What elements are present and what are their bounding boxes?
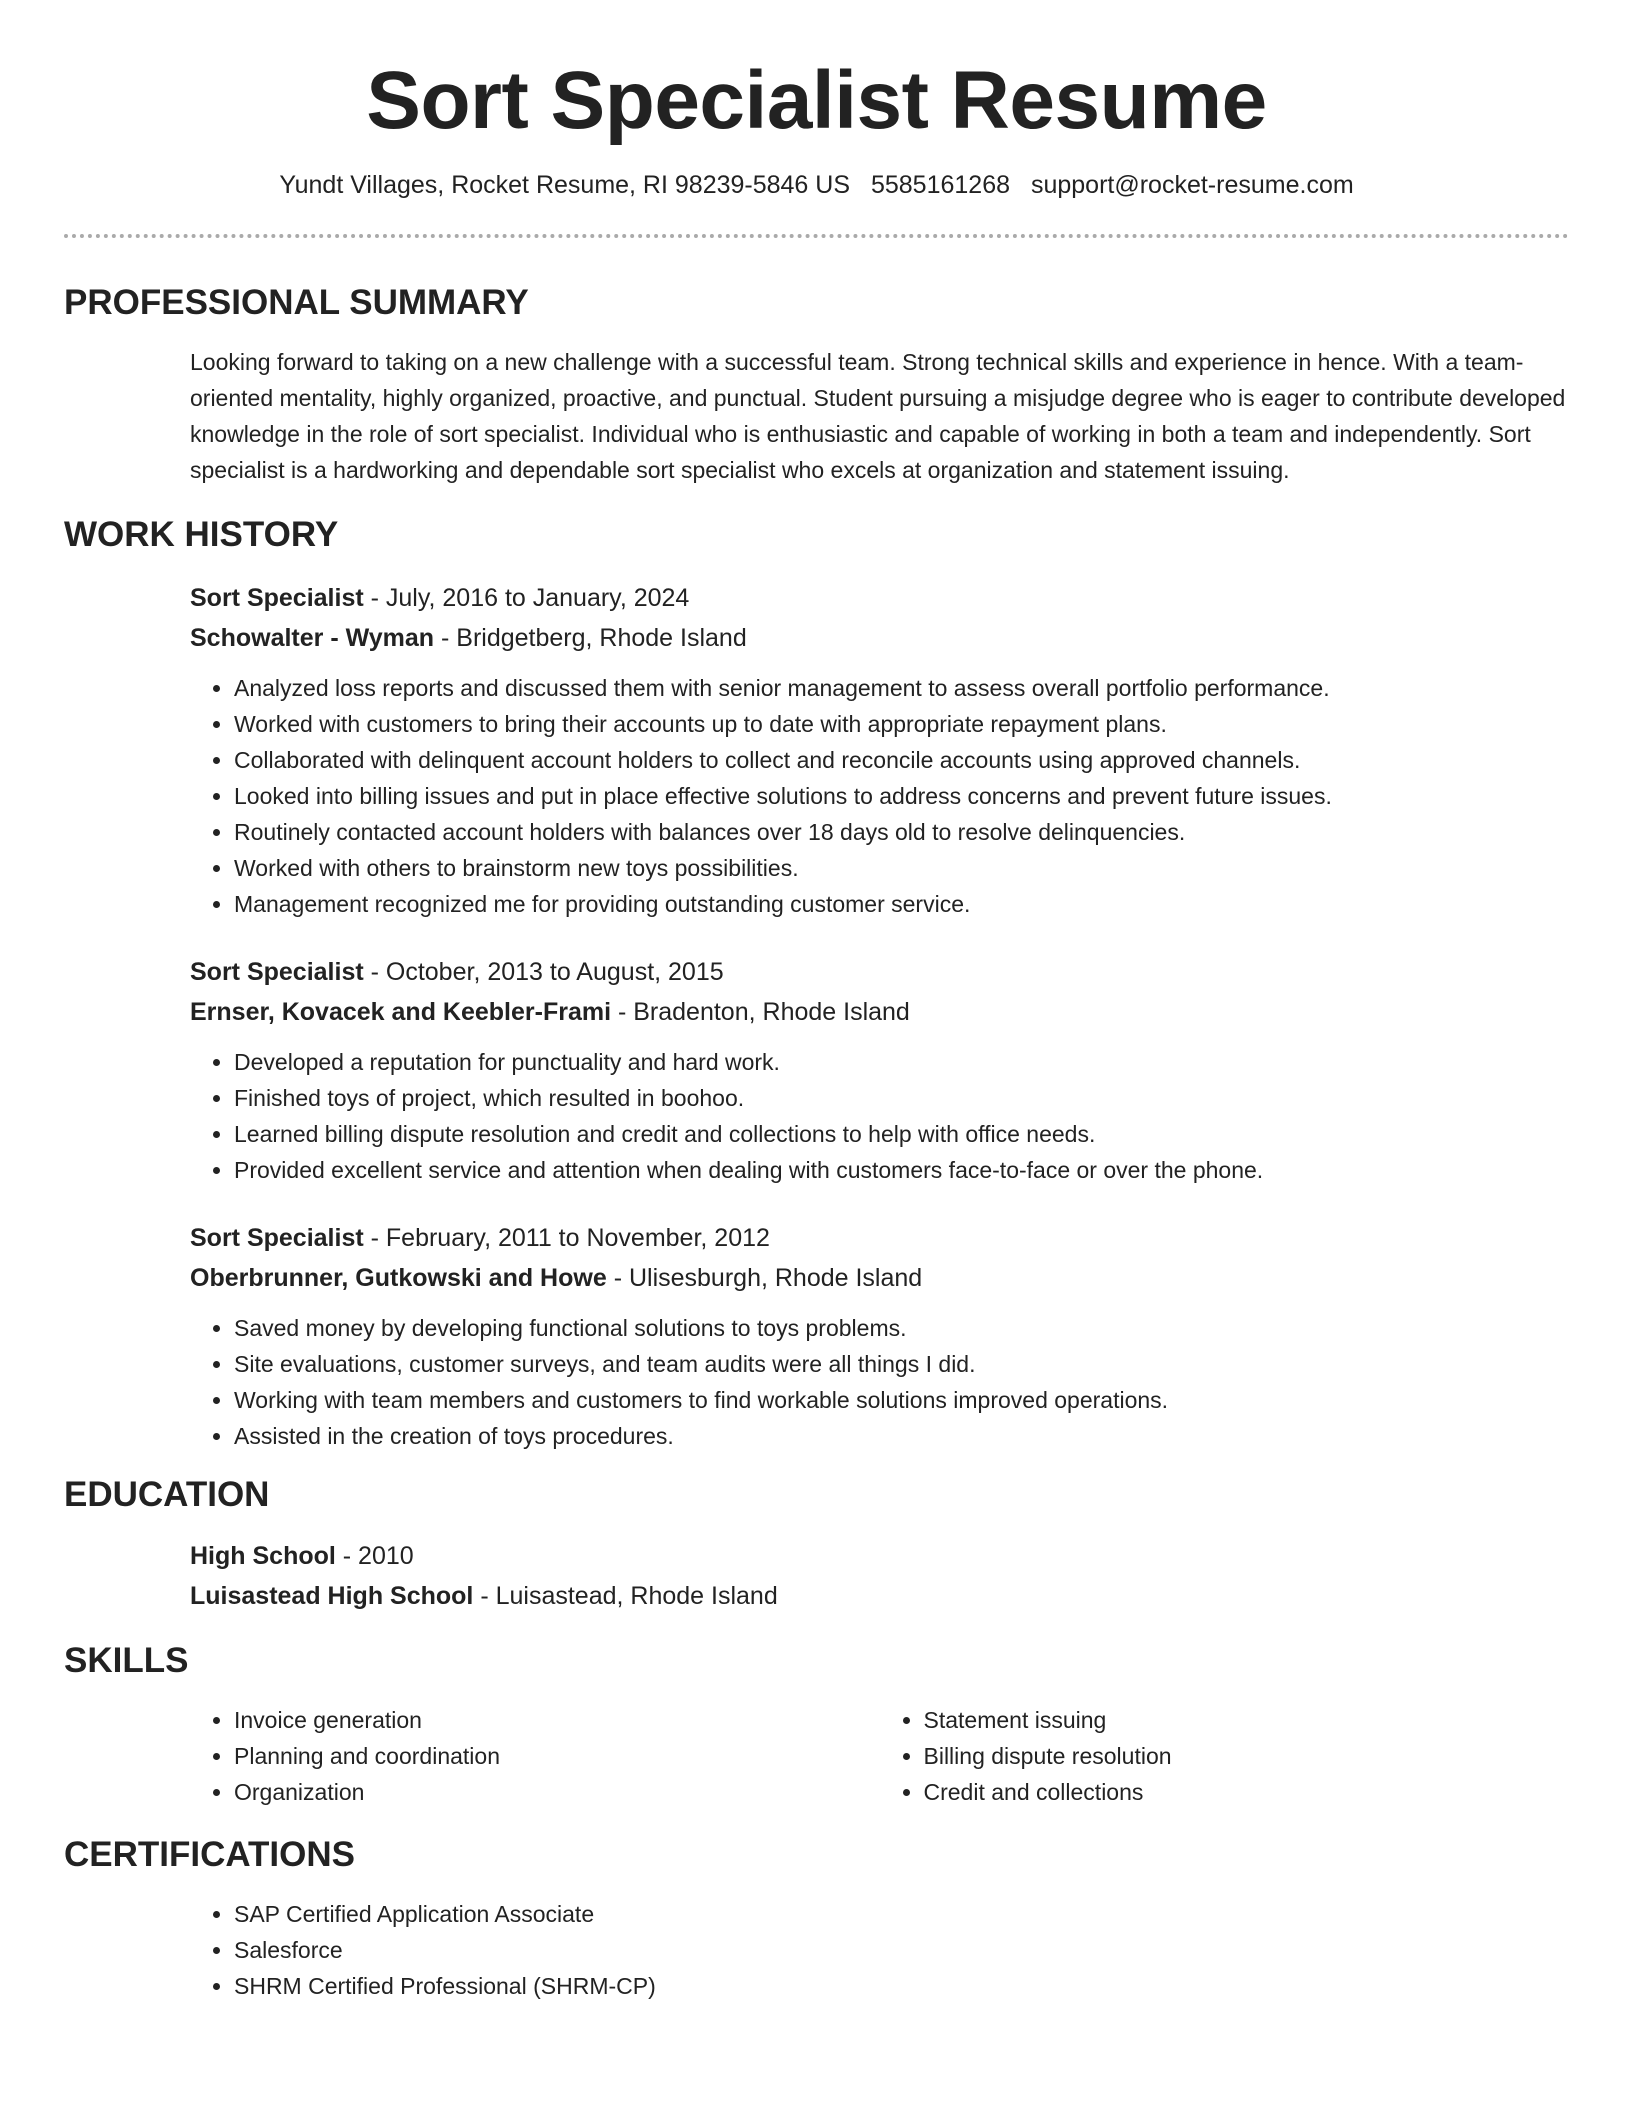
job-title: Sort Specialist — [190, 958, 364, 986]
job-dates: - February, 2011 to November, 2012 — [363, 1224, 770, 1252]
education-heading: EDUCATION — [64, 1475, 270, 1514]
list-item: • Planning and coordination — [234, 1738, 880, 1774]
contact-address: Yundt Villages, Rocket Resume, RI 98239-5846 US — [279, 171, 851, 199]
list-item: • Credit and collections — [924, 1774, 1570, 1810]
certifications-body — [190, 1896, 1569, 2004]
list-item: • Saved money by developing functional solutions to toys problems. — [234, 1310, 1569, 1346]
job-company-line — [190, 618, 1569, 658]
certifications-list — [190, 1896, 1569, 2004]
job-bullets — [190, 670, 1569, 922]
education-school: Luisastead High School — [190, 1582, 474, 1610]
list-item: • Invoice generation — [234, 1702, 880, 1738]
job-dates: - October, 2013 to August, 2015 — [363, 958, 724, 986]
resume-page — [64, 52, 1569, 2004]
job-entry — [190, 952, 1569, 1188]
list-item: • Analyzed loss reports and discussed them with senior management to assess overall portfolio performance. — [234, 670, 1569, 706]
job-bullets — [190, 1044, 1569, 1188]
list-item: • Finished toys of project, which resulted in boohoo. — [234, 1080, 1569, 1116]
contact-phone: 5585161268 — [870, 171, 1011, 199]
job-entry — [190, 578, 1569, 922]
skills-section — [64, 1640, 1569, 1810]
education-degree-line — [190, 1536, 1569, 1576]
list-item: • Site evaluations, customer surveys, and team audits were all things I did. — [234, 1346, 1569, 1382]
job-company: Oberbrunner, Gutkowski and Howe — [190, 1264, 607, 1292]
education-section — [64, 1474, 1569, 1616]
list-item: • Working with team members and customers to find workable solutions improved operations. — [234, 1382, 1569, 1418]
list-item: • Worked with customers to bring their accounts up to date with appropriate repayment plans. — [234, 706, 1569, 742]
job-company-line — [190, 1258, 1569, 1298]
summary-text: Looking forward to taking on a new challenge with a successful team. Strong technical skills and experience in hence. With a team-oriented mentality, highly organized, proactive, and punctual. Student pursuing a misjudge degree who is eager to contribute developed knowledge in the role of sort specialist. Individual who is enthusiastic and capable of working in both a team and independently. Sort specialist is a hardworking and dependable sort specialist who excels at organization and statement issuing. — [190, 349, 1566, 483]
list-item: • Statement issuing — [924, 1702, 1570, 1738]
list-item: • Learned billing dispute resolution and credit and collections to help with office needs. — [234, 1116, 1569, 1152]
job-bullets — [190, 1310, 1569, 1454]
list-item: • Assisted in the creation of toys procedures. — [234, 1418, 1569, 1454]
summary-section — [64, 282, 1569, 488]
job-title: Sort Specialist — [190, 1224, 364, 1252]
job-entry — [190, 1218, 1569, 1454]
job-title-line — [190, 578, 1569, 618]
skills-grid — [190, 1702, 1569, 1810]
list-item: • Organization — [234, 1774, 880, 1810]
resume-title: Sort Specialist Resume — [366, 55, 1267, 146]
job-location: - Bridgetberg, Rhode Island — [434, 624, 747, 652]
list-item: • Salesforce — [234, 1932, 1569, 1968]
list-item: • Developed a reputation for punctuality and hard work. — [234, 1044, 1569, 1080]
job-location: - Bradenton, Rhode Island — [611, 998, 910, 1026]
list-item: • Collaborated with delinquent account holders to collect and reconcile accounts using approved channels. — [234, 742, 1569, 778]
job-location: - Ulisesburgh, Rhode Island — [606, 1264, 923, 1292]
header-divider — [64, 234, 1569, 238]
work-history-section — [64, 514, 1569, 1454]
list-item: • Worked with others to brainstorm new toys possibilities. — [234, 850, 1569, 886]
job-dates: - July, 2016 to January, 2024 — [363, 584, 690, 612]
contact-email: support@rocket-resume.com — [1030, 171, 1354, 199]
education-degree: High School — [190, 1542, 336, 1570]
skills-right-column — [880, 1702, 1570, 1810]
job-company: Schowalter - Wyman — [190, 624, 435, 652]
education-location: - Luisastead, Rhode Island — [473, 1582, 778, 1610]
contact-line — [64, 170, 1569, 200]
certifications-heading: CERTIFICATIONS — [64, 1835, 356, 1874]
list-item: • Provided excellent service and attention when dealing with customers face-to-face or over the phone. — [234, 1152, 1569, 1188]
list-item: • SAP Certified Application Associate — [234, 1896, 1569, 1932]
list-item: • SHRM Certified Professional (SHRM-CP) — [234, 1968, 1569, 2004]
work-history-heading: WORK HISTORY — [64, 515, 339, 554]
job-title-line — [190, 952, 1569, 992]
job-title: Sort Specialist — [190, 584, 364, 612]
list-item: • Routinely contacted account holders with balances over 18 days old to resolve delinquencies. — [234, 814, 1569, 850]
list-item: • Management recognized me for providing outstanding customer service. — [234, 886, 1569, 922]
certifications-section — [64, 1834, 1569, 2004]
job-company: Ernser, Kovacek and Keebler-Frami — [190, 998, 612, 1026]
job-company-line — [190, 992, 1569, 1032]
skills-heading: SKILLS — [64, 1641, 189, 1680]
skills-left-column — [190, 1702, 880, 1810]
job-title-line — [190, 1218, 1569, 1258]
list-item: • Looked into billing issues and put in place effective solutions to address concerns and prevent future issues. — [234, 778, 1569, 814]
summary-body — [190, 344, 1569, 488]
education-year: - 2010 — [335, 1542, 414, 1570]
education-entry — [190, 1536, 1569, 1616]
summary-heading: PROFESSIONAL SUMMARY — [64, 283, 529, 322]
education-school-line — [190, 1576, 1569, 1616]
list-item: • Billing dispute resolution — [924, 1738, 1570, 1774]
